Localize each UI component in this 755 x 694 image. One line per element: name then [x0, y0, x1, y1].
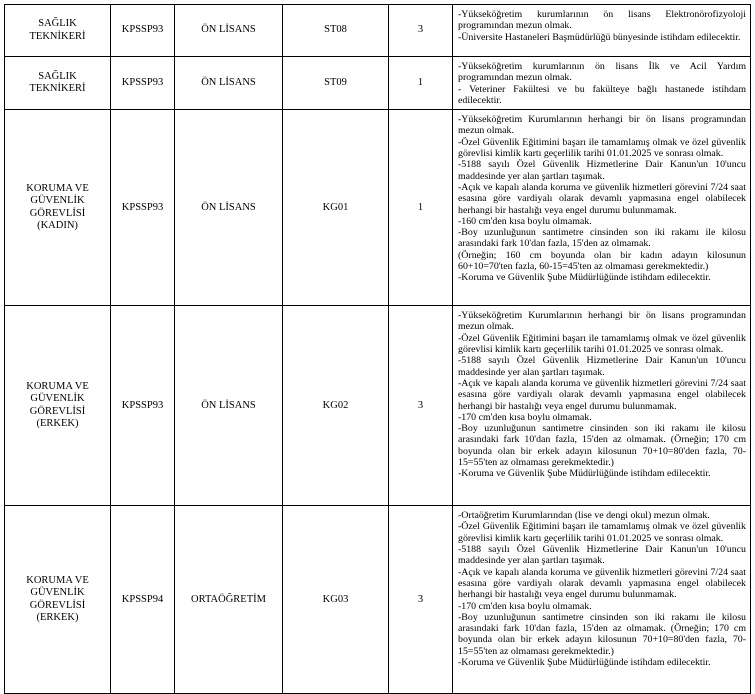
requirement-line: -Özel Güvenlik Eğitimini başarı ile tamamlamış olmak ve özel güvenlik görevlisi kimlik kartı geçerlilik tarihi 01.01.2025 ve sonrası olmak.: [458, 136, 746, 160]
requirements-cell: [453, 306, 751, 506]
exam-type-cell: KPSSP93: [111, 306, 175, 506]
position-title-line: KORUMA VE: [26, 575, 89, 587]
requirement-line: - Veteriner Fakültesi ve bu fakülteye bağlı hastanede istihdam edilecektir.: [458, 83, 746, 106]
requirement-line: -170 cm'den kısa boylu olmamak.: [458, 411, 592, 423]
requirements-cell: [453, 57, 751, 110]
quota-cell: 1: [389, 110, 453, 306]
table-row: [5, 306, 751, 506]
position-code-cell: KG01: [283, 110, 389, 306]
position-title-cell: [5, 110, 111, 306]
quota-cell: 3: [389, 506, 453, 694]
education-level-cell: ORTAÖĞRETİM: [175, 506, 283, 694]
requirement-line: -Boy uzunluğunun santimetre cinsinden son iki rakamı ile kilosu arasındaki fark 10'dan fazla, 15'den az olmamak.: [458, 227, 746, 250]
requirement-line: -5188 sayılı Özel Güvenlik Hizmetlerine Dair Kanun'un 10'uncu maddesinde yer alan şartları taşımak.: [458, 544, 746, 567]
position-title-line: TEKNİKERİ: [29, 30, 86, 42]
table-row: [5, 57, 751, 110]
requirement-line: -5188 sayılı Özel Güvenlik Hizmetlerine Dair Kanun'un 10'uncu maddesinde yer alan şartları taşımak.: [458, 159, 746, 182]
position-title-cell: [5, 506, 111, 694]
requirement-line: -Ortaöğretim Kurumlarından (lise ve dengi okul) mezun olmak.: [458, 510, 710, 522]
exam-type-cell: KPSSP93: [111, 5, 175, 57]
education-level-cell: ÖN LİSANS: [175, 5, 283, 57]
requirement-line: -Açık ve kapalı alanda koruma ve güvenlik hizmetleri görevini 7/24 saat esasına göre vardiyalı olarak devamlı yapmasına engel olabilecek herhangi bir hastalığı veya engel durumu bulunmamak.: [458, 181, 746, 216]
position-title-line: (KADIN): [37, 219, 78, 231]
position-title-line: GÜVENLİK: [30, 393, 85, 405]
position-code-cell: ST09: [283, 57, 389, 110]
positions-table: [4, 4, 751, 694]
requirement-line: -5188 sayılı Özel Güvenlik Hizmetlerine Dair Kanun'un 10'uncu maddesinde yer alan şartları taşımak.: [458, 355, 746, 378]
education-level-cell: ÖN LİSANS: [175, 57, 283, 110]
position-title-line: SAĞLIK: [38, 18, 77, 30]
requirement-line: -Açık ve kapalı alanda koruma ve güvenlik hizmetleri görevini 7/24 saat esasına göre vardiyalı olarak devamlı yapmasına engel olabilecek herhangi bir hastalığı veya engel durumu bulunmamak.: [458, 377, 746, 412]
position-title-line: SAĞLIK: [38, 70, 77, 82]
exam-type-cell: KPSSP93: [111, 110, 175, 306]
requirement-line: -Boy uzunluğunun santimetre cinsinden son iki rakamı ile kilosu arasındaki fark 10'dan fazla, 15'den az olmamak. (Örneğin; 170 cm boyunda olan bir erkek adayın kilosunun 70+10=80'den fazla, 70-15=55'ten az olmaması gerekmektedir.): [458, 611, 746, 657]
position-title-line: GÖREVLİSİ: [29, 207, 86, 219]
requirement-line: -Koruma ve Güvenlik Şube Müdürlüğünde istihdam edilecektir.: [458, 657, 711, 669]
position-code-cell: KG02: [283, 306, 389, 506]
quota-cell: 3: [389, 306, 453, 506]
requirement-line: -Yükseköğretim Kurumlarının herhangi bir ön lisans programından mezun olmak.: [458, 114, 746, 137]
position-code-cell: ST08: [283, 5, 389, 57]
requirement-line: -Yükseköğretim kurumlarının ön lisans İlk ve Acil Yardım programından mezun olmak.: [458, 61, 746, 84]
position-title-line: TEKNİKERİ: [29, 83, 86, 95]
requirements-cell: [453, 506, 751, 694]
requirement-line: -Yükseköğretim Kurumlarının herhangi bir ön lisans programından mezun olmak.: [458, 310, 746, 333]
requirement-line: -Özel Güvenlik Eğitimini başarı ile tamamlamış olmak ve özel güvenlik görevlisi kimlik kartı geçerlilik tarihi 01.01.2025 ve sonrası olmak.: [458, 332, 746, 356]
table-row: [5, 110, 751, 306]
requirement-line: -170 cm'den kısa boylu olmamak.: [458, 600, 592, 612]
position-title-line: (ERKEK): [36, 611, 79, 623]
position-title-line: KORUMA VE: [26, 381, 89, 393]
position-title-line: (ERKEK): [36, 417, 79, 429]
position-title-line: GÖREVLİSİ: [29, 599, 86, 611]
requirements-cell: [453, 5, 751, 57]
requirement-line: -Boy uzunluğunun santimetre cinsinden son iki rakamı ile kilosu arasındaki fark 10'dan fazla, 15'den az olmamak. (Örneğin; 170 cm boyunda olan bir erkek adayın kilosunun 70+10=80'den fazla, 70-15=55'ten az olmaması gerekmektedir.): [458, 423, 746, 469]
exam-type-cell: KPSSP93: [111, 57, 175, 110]
table-row: [5, 5, 751, 57]
requirement-line: -Üniversite Hastaneleri Başmüdürlüğü bünyesinde istihdam edilecektir.: [458, 31, 741, 43]
position-title-cell: [5, 5, 111, 57]
requirement-line: -Yükseköğretim kurumlarının ön lisans Elektronörofizyoloji programından mezun olmak.: [458, 9, 746, 32]
requirement-line: -160 cm'den kısa boylu olmamak.: [458, 215, 592, 227]
requirement-line: (Örneğin; 160 cm boyunda olan bir kadın adayın kilosunun 60+10=70'ten fazla, 60-15=45'ten az olmaması gerekmektedir.): [458, 249, 746, 273]
quota-cell: 1: [389, 57, 453, 110]
position-title-line: KORUMA VE: [26, 183, 89, 195]
table-row: [5, 506, 751, 694]
education-level-cell: ÖN LİSANS: [175, 306, 283, 506]
requirement-line: -Açık ve kapalı alanda koruma ve güvenlik hizmetleri görevini 7/24 saat esasına göre vardiyalı olarak devamlı yapmasına engel olabilecek herhangi bir hastalığı veya engel durumu bulunmamak.: [458, 566, 746, 601]
quota-cell: 3: [389, 5, 453, 57]
position-title-line: GÜVENLİK: [30, 195, 85, 207]
requirement-line: -Koruma ve Güvenlik Şube Müdürlüğünde istihdam edilecektir.: [458, 468, 711, 480]
position-title-cell: [5, 306, 111, 506]
requirements-cell: [453, 110, 751, 306]
position-title-line: GÜVENLİK: [30, 587, 85, 599]
position-title-cell: [5, 57, 111, 110]
education-level-cell: ÖN LİSANS: [175, 110, 283, 306]
position-code-cell: KG03: [283, 506, 389, 694]
exam-type-cell: KPSSP94: [111, 506, 175, 694]
requirement-line: -Koruma ve Güvenlik Şube Müdürlüğünde istihdam edilecektir.: [458, 272, 711, 284]
requirement-line: -Özel Güvenlik Eğitimini başarı ile tamamlamış olmak ve özel güvenlik görevlisi kimlik kartı geçerlilik tarihi 01.01.2025 ve sonrası olmak.: [458, 521, 746, 544]
position-title-line: GÖREVLİSİ: [29, 405, 86, 417]
